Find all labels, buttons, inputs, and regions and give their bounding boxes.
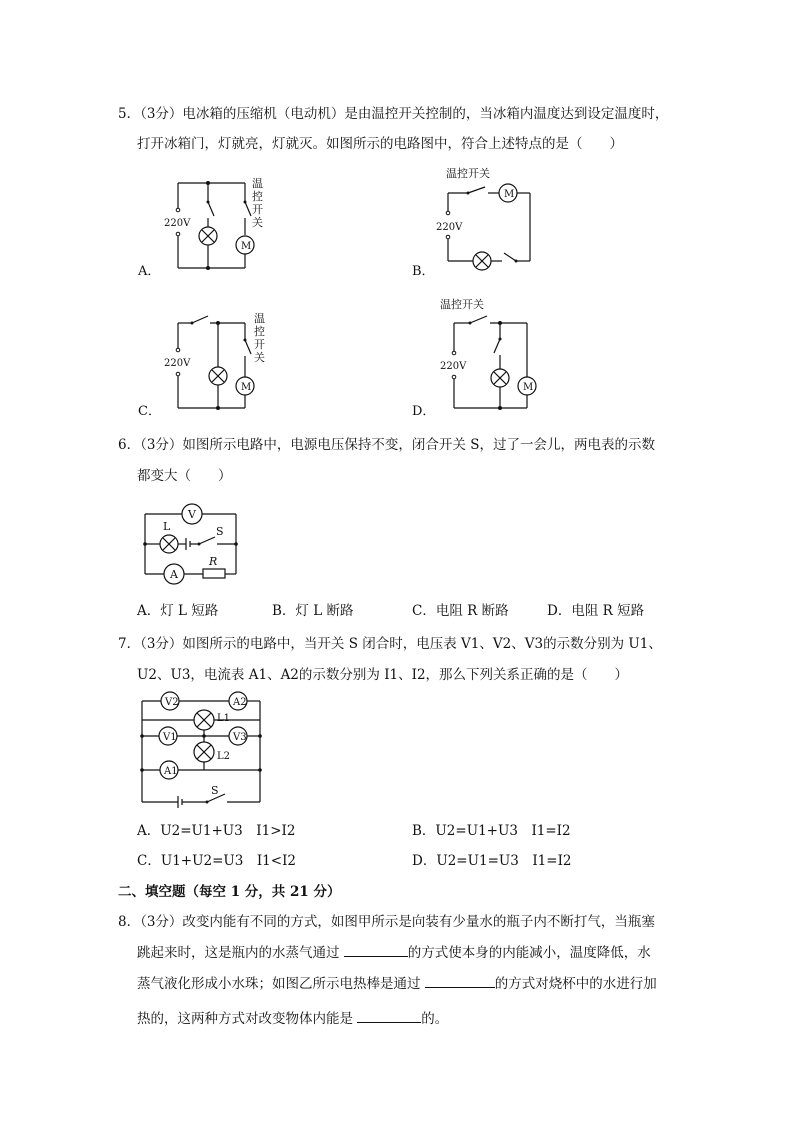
- q6-option-c: C．电阻 R 断路: [412, 603, 509, 619]
- q6-option-d: D．电阻 R 短路: [547, 603, 645, 619]
- q8-line3-part1: 蒸气液化形成小水珠；如图乙所示电热棒是通过: [137, 976, 425, 992]
- q6-voltmeter-label: V: [188, 508, 196, 521]
- q5c-motor-label: M: [241, 382, 252, 393]
- q5d-voltage-label: 220V: [440, 361, 467, 372]
- q8-text-line2: [137, 944, 651, 962]
- q6-ammeter-label: A: [170, 568, 178, 581]
- q5a-motor-label: M: [241, 241, 252, 252]
- q6-resistor-label: R: [209, 555, 218, 568]
- q7-v1-label: V1: [163, 732, 177, 743]
- q5c-voltage-label: 220V: [164, 358, 191, 369]
- q5b-motor-label: M: [504, 189, 515, 200]
- q8-blank-3[interactable]: [357, 1010, 421, 1023]
- q5-text-line1: 5．（3分）电冰箱的压缩机（电动机）是由温控开关控制的，当冰箱内温度达到设定温度时，: [118, 106, 669, 122]
- q8-line2-part2: 的方式使本身的内能减小，温度降低，水: [407, 945, 651, 961]
- q7-v3-label: V3: [233, 732, 247, 743]
- q6-lamp-label: L: [163, 520, 171, 533]
- q5b-voltage-label: 220V: [436, 222, 463, 233]
- q5a-switch-char-2: 控: [252, 190, 263, 203]
- q6-circuit: [135, 495, 255, 590]
- q7-v2-label: V2: [165, 697, 179, 708]
- q5-circuit-b: [430, 165, 560, 275]
- q5-option-c: C．: [138, 404, 161, 419]
- q8-blank-1[interactable]: [344, 944, 408, 957]
- q7-l2-label: L2: [217, 751, 231, 762]
- q6-text-line2: 都变大（ ）: [137, 468, 232, 484]
- q5-text-line2: 打开冰箱门，灯就亮，灯就灭。如图所示的电路图中，符合上述特点的是（ ）: [137, 136, 623, 152]
- q7-circuit: [135, 688, 270, 808]
- q5c-switch-char-2: 控: [254, 325, 265, 338]
- q5-circuit-d: [430, 295, 560, 415]
- q5c-switch-char-3: 开: [254, 338, 265, 351]
- q5d-motor-label: M: [523, 382, 534, 393]
- q5a-voltage-label: 220V: [164, 218, 191, 229]
- q8-text-line1: 8．（3分）改变内能有不同的方式，如图甲所示是向装有少量水的瓶子内不断打气，当瓶塞: [118, 914, 655, 930]
- q7-l1-label: L1: [217, 713, 231, 724]
- q5-option-a: A．: [138, 264, 161, 279]
- q8-line3-part2: 的方式对烧杯中的水进行加: [494, 976, 657, 992]
- q5-option-d: D．: [412, 404, 436, 419]
- q8-blank-2[interactable]: [425, 975, 495, 988]
- q7-a1-label: A1: [164, 766, 178, 777]
- q7-text-line1: 7．（3分）如图所示的电路中，当开关 S 闭合时，电压表 V1、V2、V3的示数分别为 U1、: [118, 636, 662, 652]
- q5c-switch-char-4: 关: [254, 351, 265, 364]
- q6-switch-label: S: [216, 525, 224, 538]
- q8-line4-part1: 热的，这两种方式对改变物体内能是: [137, 1011, 358, 1027]
- q7-option-a: A．U2=U1+U3 I1>I2: [137, 823, 296, 839]
- q8-text-line3: [137, 975, 657, 993]
- q8-line2-part1: 跳起来时，这是瓶内的水蒸气通过: [137, 945, 344, 961]
- q6-option-b: B．灯 L 断路: [272, 603, 354, 619]
- q8-text-line4: [137, 1010, 448, 1028]
- q7-switch-label: S: [211, 784, 219, 797]
- q8-line4-part2: 的。: [421, 1011, 449, 1027]
- q5-circuit-a: [150, 170, 280, 280]
- q7-text-line2: U2、U3，电流表 A1、A2的示数分别为 I1、I2，那么下列关系正确的是（ ）: [137, 667, 629, 683]
- q5a-switch-char-4: 关: [252, 216, 263, 229]
- q6-text-line1: 6．（3分）如图所示电路中，电源电压保持不变，闭合开关 S，过了一会儿，两电表的示数: [118, 437, 655, 453]
- q5a-switch-char-3: 开: [252, 203, 263, 216]
- section-title-fill-blank: 二、填空题（每空 1 分，共 21 分）: [118, 884, 341, 900]
- q7-option-c: C．U1+U2=U3 I1<I2: [137, 853, 297, 869]
- q5-option-b: B．: [412, 264, 435, 279]
- q6-option-a: A．灯 L 短路: [137, 603, 219, 619]
- q7-option-b: B．U2=U1+U3 I1=I2: [412, 823, 571, 839]
- q5-circuit-c: [150, 310, 280, 420]
- q5d-switch-label: 温控开关: [440, 298, 484, 311]
- q7-option-d: D．U2=U1=U3 I1=I2: [412, 853, 572, 869]
- q5a-switch-char-1: 温: [252, 177, 263, 190]
- q5b-switch-label: 温控开关: [446, 167, 490, 180]
- q5c-switch-char-1: 温: [254, 312, 265, 325]
- q7-a2-label: A2: [233, 697, 247, 708]
